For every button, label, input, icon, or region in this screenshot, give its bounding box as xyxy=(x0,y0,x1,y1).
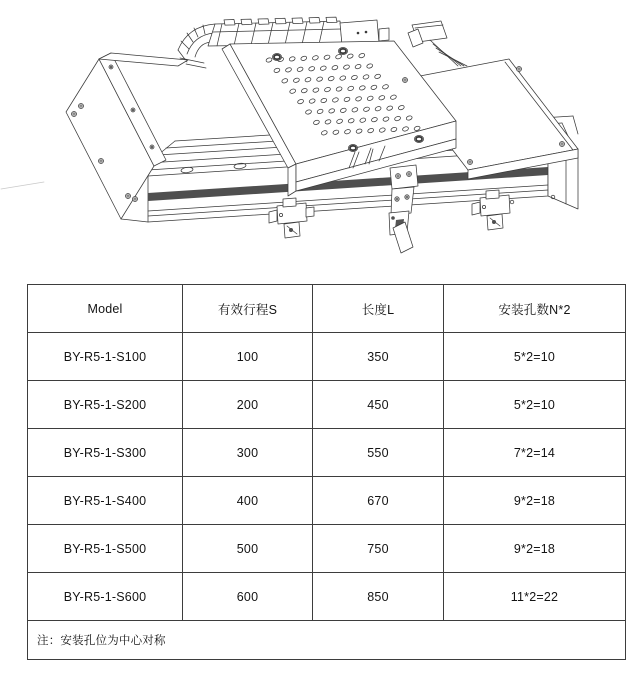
holes-cell: 5*2=10 xyxy=(444,381,626,429)
length-cell: 850 xyxy=(313,573,444,621)
table-row xyxy=(28,333,626,381)
length-cell: 350 xyxy=(313,333,444,381)
holes-cell: 7*2=14 xyxy=(444,429,626,477)
length-cell: 750 xyxy=(313,525,444,573)
holes-cell: 9*2=18 xyxy=(444,477,626,525)
stroke-cell: 200 xyxy=(183,381,313,429)
holes-cell: 11*2=22 xyxy=(444,573,626,621)
table-row xyxy=(28,573,626,621)
model-cell: BY-R5-1-S600 xyxy=(28,573,183,621)
length-cell: 670 xyxy=(313,477,444,525)
spec-table xyxy=(27,284,626,660)
stroke-cell: 600 xyxy=(183,573,313,621)
length-cell: 550 xyxy=(313,429,444,477)
table-row xyxy=(28,381,626,429)
stray-line xyxy=(1,182,44,189)
model-cell: BY-R5-1-S500 xyxy=(28,525,183,573)
table-row xyxy=(28,525,626,573)
model-cell: BY-R5-1-S300 xyxy=(28,429,183,477)
column-header-stroke: 有效行程S xyxy=(183,285,313,333)
stroke-cell: 400 xyxy=(183,477,313,525)
column-header-model: Model xyxy=(28,285,183,333)
table-row xyxy=(28,477,626,525)
table-header-row xyxy=(28,285,626,333)
model-cell: BY-R5-1-S200 xyxy=(28,381,183,429)
table-note-row xyxy=(28,621,626,660)
stroke-cell: 300 xyxy=(183,429,313,477)
cable-connector xyxy=(408,21,467,66)
technical-drawing xyxy=(0,0,639,278)
stroke-cell: 100 xyxy=(183,333,313,381)
table-row xyxy=(28,429,626,477)
model-cell: BY-R5-1-S400 xyxy=(28,477,183,525)
table-note: 注：安装孔位为中心对称 xyxy=(28,621,626,660)
length-cell: 450 xyxy=(313,381,444,429)
center-sensor-bracket xyxy=(389,165,418,253)
stroke-cell: 500 xyxy=(183,525,313,573)
holes-cell: 5*2=10 xyxy=(444,333,626,381)
model-cell: BY-R5-1-S100 xyxy=(28,333,183,381)
column-header-length: 长度L xyxy=(313,285,444,333)
holes-cell: 9*2=18 xyxy=(444,525,626,573)
column-header-holes: 安装孔数N*2 xyxy=(444,285,626,333)
